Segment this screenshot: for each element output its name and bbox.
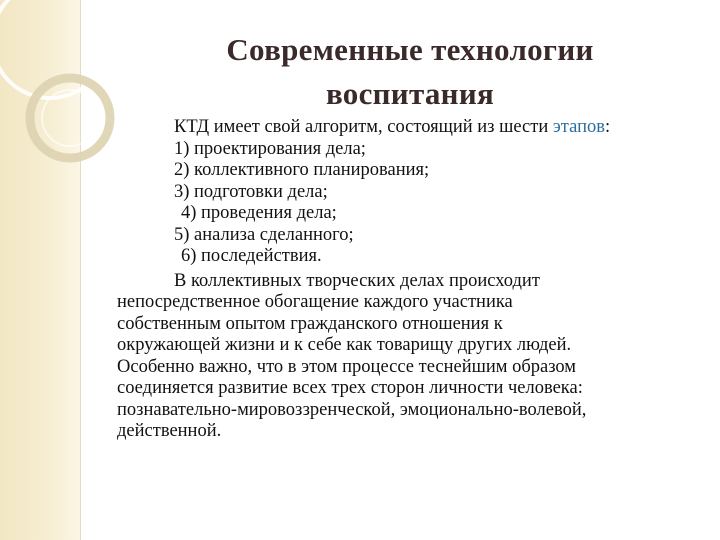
stages-link[interactable]: этапов bbox=[552, 117, 605, 137]
slide-content bbox=[117, 117, 707, 443]
paragraph-line: действенной. bbox=[117, 421, 222, 441]
step-item: 1) проектирования дела; bbox=[174, 138, 366, 159]
title-line-1: Современные технологии bbox=[226, 32, 594, 67]
step-item: 3) подготовки дела; bbox=[174, 181, 328, 202]
body-paragraph bbox=[117, 271, 707, 443]
step-item: 6) последействия. bbox=[181, 246, 322, 266]
paragraph-line: окружающей жизни и к себе как товарищу других людей. bbox=[117, 335, 572, 355]
slide-title bbox=[120, 28, 700, 116]
intro-text: КТД имеет свой алгоритм, состоящий из шести bbox=[174, 117, 553, 137]
title-line-2: воспитания bbox=[325, 76, 495, 111]
deco-ring-small bbox=[42, 90, 98, 146]
paragraph-line: познавательно-мировоззренческой, эмоционально-волевой, bbox=[117, 399, 587, 420]
intro-line bbox=[117, 117, 707, 139]
paragraph-line: Особенно важно, что в этом процессе теснейшим образом bbox=[117, 356, 576, 377]
intro-colon: : bbox=[604, 117, 611, 137]
paragraph-line: собственным опытом гражданского отношения к bbox=[117, 313, 503, 334]
step-item: 2) коллективного планирования; bbox=[174, 160, 430, 180]
paragraph-line: В коллективных творческих делах происходит bbox=[174, 270, 540, 291]
step-item: 5) анализа сделанного; bbox=[174, 224, 354, 245]
step-item: 4) проведения дела; bbox=[181, 203, 337, 223]
paragraph-line: соединяется развитие всех трех сторон личности человека: bbox=[117, 378, 583, 398]
paragraph-line: непосредственное обогащение каждого участника bbox=[117, 292, 513, 312]
